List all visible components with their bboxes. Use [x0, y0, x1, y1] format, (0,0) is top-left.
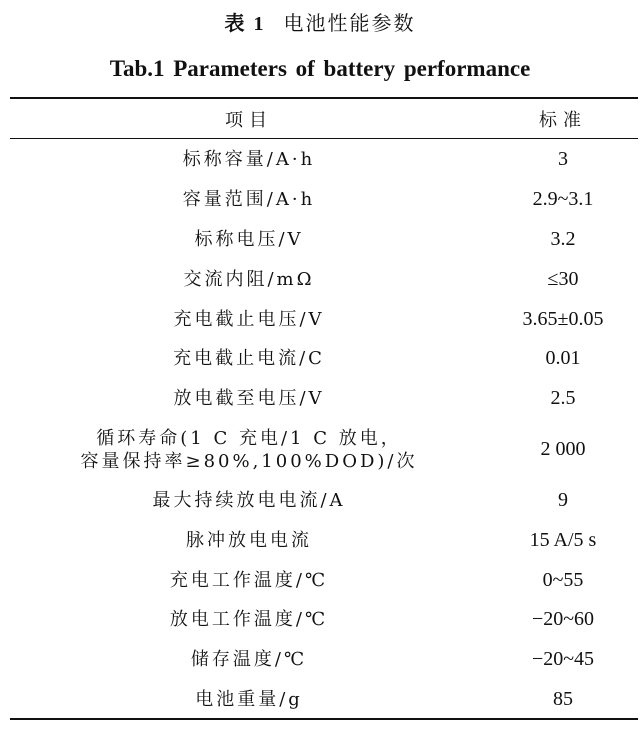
cell-item: 放电截至电压/V	[173, 388, 325, 410]
header-standard: 标准	[539, 109, 587, 131]
cell-value: −20~60	[531, 608, 595, 631]
cell-value: 9	[558, 488, 568, 511]
table-header-row	[10, 99, 638, 138]
cell-item: 最大持续放电电流/A	[152, 489, 346, 511]
cell-item-line1: 循环寿命(1 C 充电/1 C 放电，	[96, 427, 402, 449]
table-row	[10, 481, 638, 521]
cell-value: 3.65±0.05	[522, 307, 604, 330]
cell-value: ≤30	[547, 267, 579, 290]
cell-item: 充电工作温度/℃	[169, 569, 329, 591]
cell-value: 3	[558, 148, 568, 171]
table-row	[10, 180, 638, 220]
table-row	[10, 680, 638, 720]
header-item: 项目	[225, 109, 273, 131]
table-row	[10, 600, 638, 640]
table-title-cn: 电池性能参数	[283, 11, 416, 35]
table-body	[10, 140, 638, 719]
table-row	[10, 220, 638, 260]
cell-item: 脉冲放电电流	[186, 529, 312, 551]
cell-item: 放电工作温度/℃	[169, 609, 329, 631]
cell-value: 0~55	[542, 568, 584, 591]
cell-item: 标称电压/V	[194, 228, 304, 250]
table-title-en: Tab.1 Parameters of battery performance	[109, 56, 531, 81]
table-caption-cn	[0, 9, 640, 38]
cell-value: 2 000	[540, 438, 586, 461]
table-row	[10, 379, 638, 419]
cell-item: 电池重量/g	[195, 688, 303, 710]
table-row	[10, 339, 638, 379]
cell-value: 0.01	[545, 347, 581, 370]
table-bottom-rule	[10, 718, 638, 720]
table-row	[10, 140, 638, 180]
cell-item: 充电截止电流/C	[173, 348, 325, 370]
cell-item-line2: 容量保持率≥80%,100%DOD)/次	[80, 450, 418, 472]
cell-value: 15 A/5 s	[529, 528, 597, 551]
cell-item: 充电截止电压/V	[173, 308, 325, 330]
table-row	[10, 640, 638, 680]
cell-item	[10, 427, 488, 473]
table-label: 表 1	[224, 13, 266, 35]
cell-value: 2.9~3.1	[532, 188, 594, 211]
cell-item: 交流内阻/mΩ	[183, 268, 315, 290]
cell-item: 标称容量/A·h	[182, 149, 316, 171]
cell-item: 储存温度/℃	[190, 649, 308, 671]
table-row	[10, 299, 638, 339]
cell-value: 85	[553, 687, 573, 710]
table-row	[10, 419, 638, 481]
cell-value: 2.5	[550, 387, 576, 410]
cell-item: 容量范围/A·h	[182, 189, 316, 211]
cell-value: −20~45	[531, 648, 595, 671]
table-row	[10, 560, 638, 600]
cell-value: 3.2	[550, 227, 576, 250]
table-row	[10, 259, 638, 299]
table-header-rule	[10, 138, 638, 139]
table-row	[10, 520, 638, 560]
